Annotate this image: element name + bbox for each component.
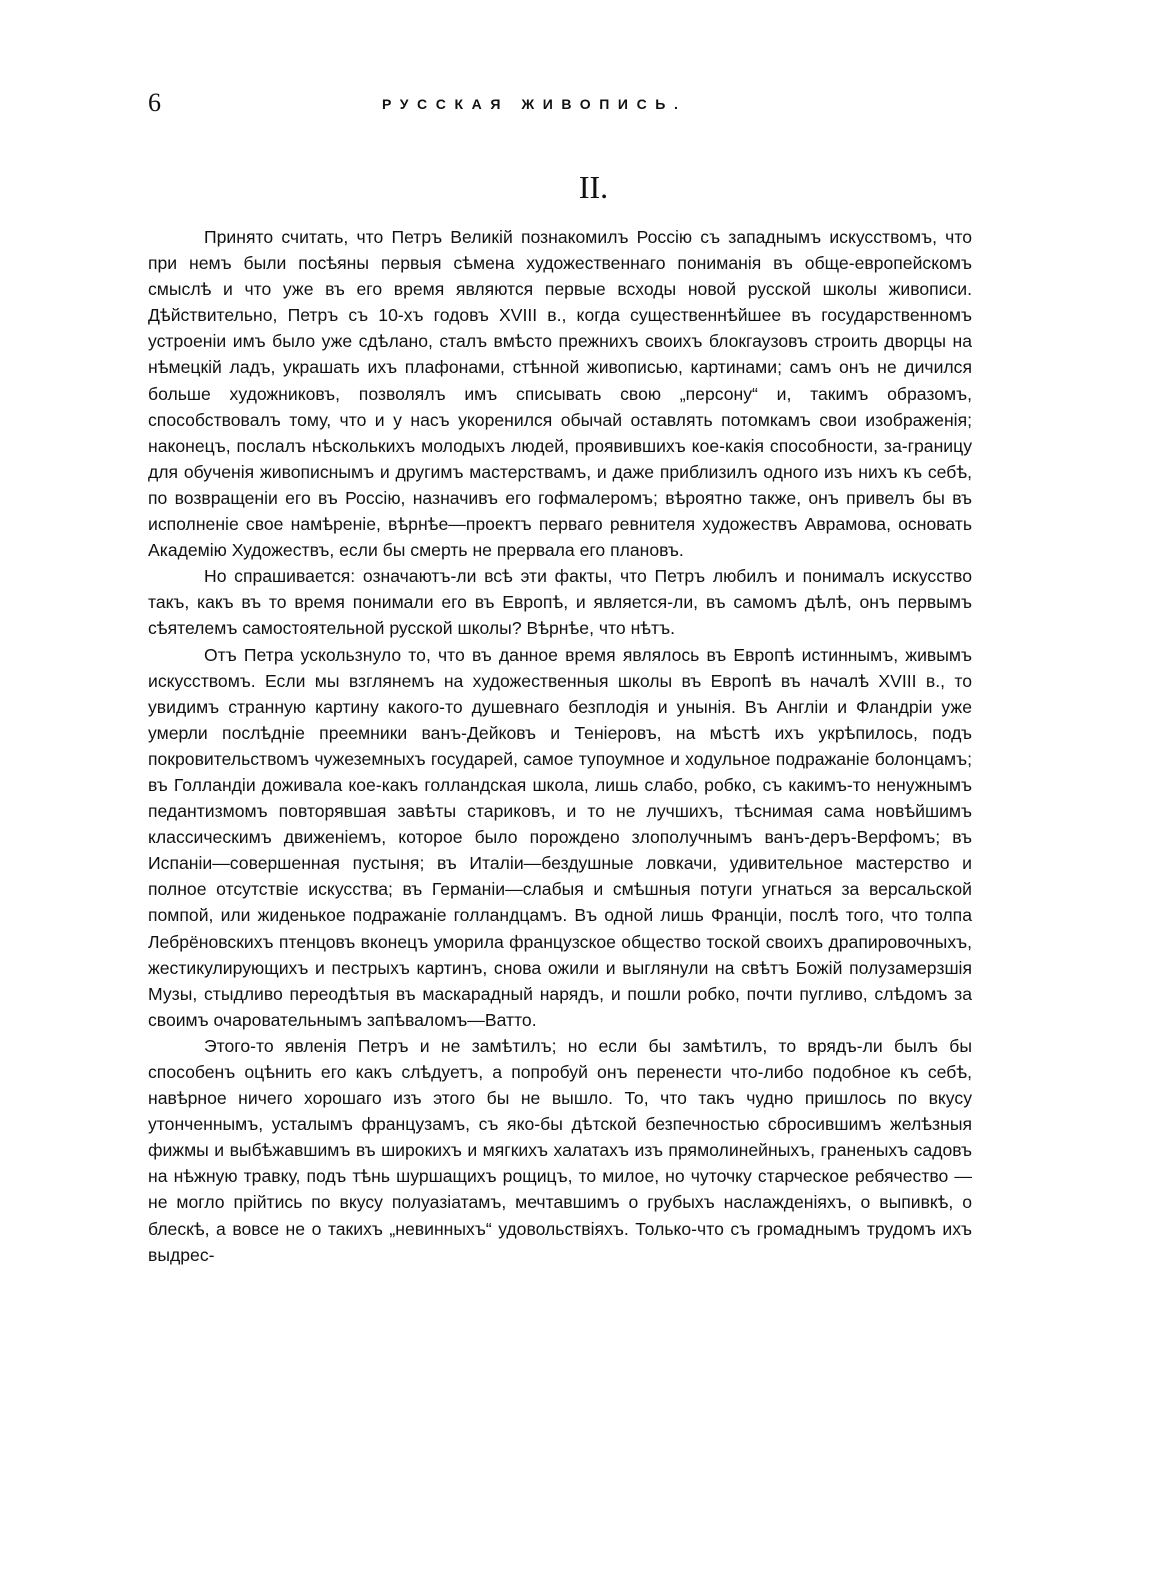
body-text — [148, 224, 972, 1268]
paragraph: Отъ Петра ускользнуло то, что въ данное время являлось въ Европѣ истиннымъ, живымъ искусствомъ. Если мы взглянемъ на художественныя школы въ Европѣ въ началѣ XVIII в., то увидимъ странную картину какого-то душевнаго безплодія и унынія. Въ Англіи и Фландріи уже умерли послѣдніе преемники ванъ-Дейковъ и Теніеровъ, на мѣстѣ ихъ укрѣпилось, подъ покровительствомъ чужеземныхъ государей, самое тупоумное и ходульное подражаніе болонцамъ; въ Голландіи доживала кое-какъ голландская школа, лишь слабо, робко, съ какимъ-то ненужнымъ педантизмомъ повторявшая завѣты стариковъ, и то не лучшихъ, тѣснимая сама новѣйшимъ классическимъ движеніемъ, которое было порождено злополучнымъ ванъ-деръ-Верфомъ; въ Испаніи—совершенная пустыня; въ Италіи—бездушные ловкачи, удивительное мастерство и полное отсутствіе искусства; въ Германіи—слабыя и смѣшныя потуги угнаться за версальской помпой, или жиденькое подражаніе голландцамъ. Въ одной лишь Франціи, послѣ того, что толпа Лебрёновскихъ птенцовъ вконецъ уморила французское общество тоской своихъ драпировочныхъ, жестикулирующихъ и пестрыхъ картинъ, снова ожили и выглянули на свѣтъ Божій полузамерзшія Музы, стыдливо переодѣтыя въ маскарадный нарядъ, и пошли робко, почти пугливо, слѣдомъ за своимъ очаровательнымъ запѣваломъ—Ватто. — [148, 644, 972, 1030]
page-number: 6 — [148, 88, 161, 117]
chapter-heading: II. — [578, 169, 609, 205]
running-title: РУССКАЯ ЖИВОПИСЬ. — [382, 96, 687, 112]
paragraph: Принято считать, что Петръ Великій познакомилъ Россію съ западнымъ искусствомъ, что при немъ были посѣяны первыя сѣмена художественнаго пониманія въ обще-европейскомъ смыслѣ и что уже въ его время являются первые всходы новой русской школы живописи. Дѣйствительно, Петръ съ 10-хъ годовъ XVIII в., когда существеннѣйшее въ государственномъ устроеніи имъ было уже сдѣлано, сталъ вмѣсто прежнихъ своихъ блокгаузовъ строить дворцы на нѣмецкій ладъ, украшать ихъ плафонами, стѣнной живописью, картинами; самъ онъ не дичился больше художниковъ, позволялъ имъ списывать свою „персону“ и, такимъ образомъ, способствовалъ тому, что и у насъ укоренился обычай оставлять потомкамъ свои изображенія; наконецъ, послалъ нѣсколькихъ молодыхъ людей, проявившихъ кое-какія способности, за-границу для обученія живописнымъ и другимъ мастерствамъ, и даже приблизилъ одного изъ нихъ къ себѣ, по возвращеніи его въ Россію, назначивъ его гофмалеромъ; вѣроятно также, онъ привелъ бы въ исполненіе свое намѣреніе, вѣрнѣе—проектъ перваго ревнителя художествъ Аврамова, основать Академію Художествъ, если бы смерть не прервала его плановъ. — [148, 227, 972, 561]
paragraph: Но спрашивается: означаютъ-ли всѣ эти факты, что Петръ любилъ и понималъ искусство такъ, какъ въ то время понимали его въ Европѣ, и является-ли, въ самомъ дѣлѣ, онъ первымъ сѣятелемъ самостоятельной русской школы? Вѣрнѣе, что нѣтъ. — [148, 566, 972, 639]
paragraph: Этого-то явленія Петръ и не замѣтилъ; но если бы замѣтилъ, то врядъ-ли былъ бы способенъ оцѣнить его какъ слѣдуетъ, а попробуй онъ перенести что-либо подобное къ себѣ, навѣрное ничего хорошаго изъ этого бы не вышло. То, что такъ чудно пришлось по вкусу утонченнымъ, усталымъ французамъ, съ яко-бы дѣтской безпечностью сбросившимъ желѣзныя фижмы и выбѣжавшимъ въ широкихъ и мягкихъ халатахъ изъ прямолинейныхъ, граненыхъ садовъ на нѣжную травку, подъ тѣнь шуршащихъ рощицъ, то милое, но чуточку старческое ребячество — не могло прійтись по вкусу полуазіатамъ, мечтавшимъ о грубыхъ наслажденіяхъ, о выпивкѣ, о блескѣ, а вовсе не о такихъ „невинныхъ“ удовольствіяхъ. Только-что съ громаднымъ трудомъ ихъ выдрес- — [148, 1035, 972, 1265]
